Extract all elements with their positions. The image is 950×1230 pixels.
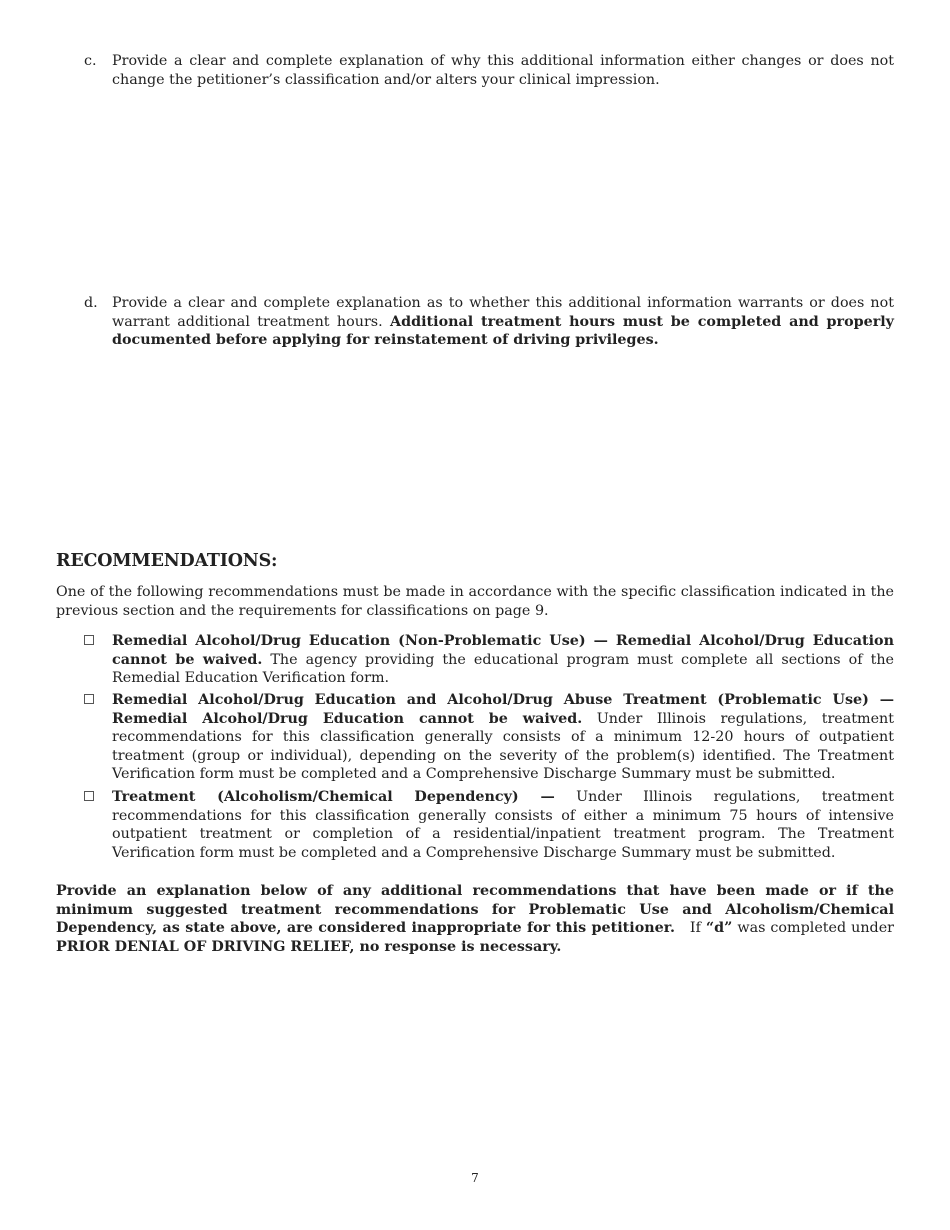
closing-bold-3: PRIOR DENIAL OF DRIVING RELIEF, no response is necessary. (56, 938, 562, 955)
question-d-text (112, 294, 894, 350)
closing-bold-2: “d” (705, 920, 733, 937)
question-d (84, 294, 894, 350)
recommendation-option-education[interactable] (84, 632, 894, 688)
closing-bold-1: Provide an explanation below of any additional recommendations that have been made or if the minimum suggested treatment recommendations for Problematic Use and Alcoholism/Chemical Dependency, as state above, are considered inappropriate for this petitioner. (56, 883, 894, 937)
checkbox-icon[interactable] (84, 694, 94, 704)
recommendation-option-description: The agency providing the educational program must complete all sections of the Remedial Education Verification form. (112, 651, 895, 687)
recommendation-option-title: Remedial Alcohol/Drug Education and Alcohol/Drug Abuse Treatment (Problematic Use) — Remedial Alcohol/Drug Education cannot be waived. (112, 692, 894, 727)
recommendations-heading: RECOMMENDATIONS: (56, 551, 278, 571)
recommendations-intro: One of the following recommendations must be made in accordance with the specific classification indicated in the previous section and the requirements for classifications on page 9. (56, 584, 894, 619)
question-d-plain: Provide a clear and complete explanation as to whether this additional information warrants or does not warrant additional treatment hours. (112, 295, 894, 330)
recommendation-option-title: Remedial Alcohol/Drug Education (Non-Problematic Use) — Remedial Alcohol/Drug Education cannot be waived. (112, 633, 894, 668)
closing-instructions (56, 882, 894, 956)
recommendation-option-description: Under Illinois regulations, treatment recommendations for this classification generally consists of a minimum 12-20 hours of outpatient treatment (group or individual), depending on the severity of the problem(s) identified. The Treatment Verification form must be completed and a Comprehensive Discharge Summary must be submitted. (112, 710, 894, 783)
closing-text-1: If (689, 920, 701, 937)
recommendation-option-description: Under Illinois regulations, treatment recommendations for this classification generally consists of either a minimum 75 hours of intensive outpatient treatment or completion of a residential/inpatient treatment program. The Treatment Verification form must be completed and a Comprehensive Discharge Summary must be submitted. (112, 789, 895, 861)
closing-text-2: was completed under (737, 920, 894, 937)
recommendation-option-problematic-use[interactable] (84, 691, 894, 784)
page-number: 7 (471, 1171, 479, 1185)
checkbox-icon[interactable] (84, 791, 94, 801)
question-c (84, 52, 894, 89)
recommendation-option-dependency[interactable] (84, 788, 894, 862)
question-c-marker: c. (84, 53, 97, 69)
question-c-text: Provide a clear and complete explanation of why this additional information either changes or does not change the petitioner’s classification and/or alters your clinical impression. (112, 53, 894, 88)
question-d-bold: Additional treatment hours must be completed and properly documented before applying for reinstatement of driving privileges. (112, 313, 894, 349)
question-d-marker: d. (84, 295, 98, 311)
checkbox-icon[interactable] (84, 635, 94, 645)
recommendation-option-text (112, 788, 894, 862)
recommendation-option-text (112, 691, 894, 784)
recommendation-option-text (112, 632, 894, 688)
recommendation-option-title: Treatment (Alcoholism/Chemical Dependency) — (112, 789, 555, 805)
